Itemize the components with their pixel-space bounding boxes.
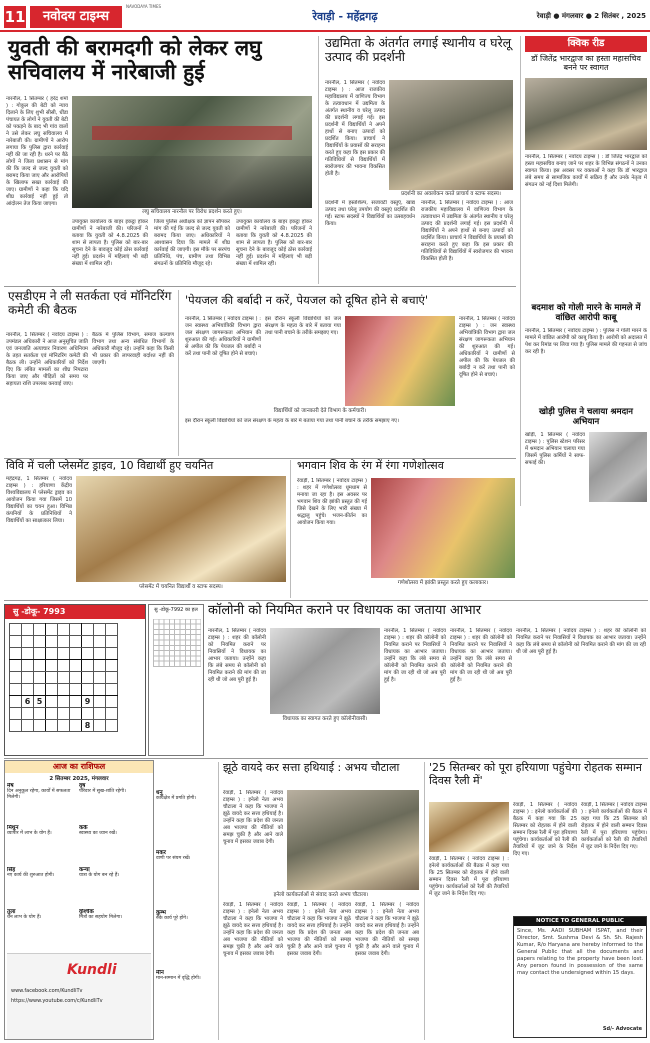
exhibit-body3: नारनौल, 1 सितम्बर ( नवोदय टाइम्स ) : आज राजकीय महाविद्यालय में वाणिज्य विभाग के तत्वावधान में उद्यमिता के अंतर्गत स्थानीय व घरेलू उत्पाद की प्रदर्शनी लगाई गई। इस प्रदर्शनी में विद्यार्थियों ने अपने हाथों से बनाए उत्पादों को प्रदर्शित किया। प्राचार्य ने विद्यार्थियों के प्रयासों की सराहना करते हुए कहा कि इस प्रकार की गतिविधियों से विद्यार्थियों में स्वरोजगार की भावना विकसित होती है। — [421, 200, 513, 262]
sudoku-cell — [58, 696, 70, 708]
sudoku-row — [10, 648, 118, 660]
horoscope-sign — [7, 867, 77, 893]
horoscope-sign — [79, 867, 149, 893]
horoscope-date: 2 सितम्बर 2025, मंगलवार — [49, 776, 109, 782]
lead-headline: युवती की बरामदगी को लेकर लघु सचिवालय में नारेबाजी हुई — [8, 36, 262, 85]
exhibit-photo — [389, 80, 513, 190]
exhibit-body: नारनौल, 1 सितम्बर ( नवोदय टाइम्स ) : आज राजकीय महाविद्यालय में वाणिज्य विभाग के तत्वावधान में उद्यमिता के अंतर्गत स्थानीय व घरेलू उत्पाद की प्रदर्शनी लगाई गई। इस प्रदर्शनी में विद्यार्थियों ने अपने हाथों से बनाए उत्पादों को प्रदर्शित किया। प्राचार्य ने विद्यार्थियों के प्रयासों की सराहना करते हुए कहा कि इस प्रकार की गतिविधियों से विद्यार्थियों में स्वरोजगार की भावना विकसित होती है। — [325, 80, 385, 177]
right-sub2-body: खोड़ी, 1 सितम्बर ( नवोदय टाइम्स ) : पुलिस स्टेशन परिसर में श्रमदान अभियान चलाया गया जिसमें पुलिस कर्मियों ने साफ-सफाई की। — [525, 432, 585, 466]
sudoku-cell — [34, 684, 46, 696]
water-body2: इस दौरान स्कूली विद्यार्थियों को जल संरक्षण के महत्व के बारे में बताया गया तथा पानी बचाने के तरीके समझाए गए। — [185, 418, 399, 424]
sudoku-cell — [34, 624, 46, 636]
sudoku-cell — [10, 720, 22, 732]
sudoku-row — [10, 624, 118, 636]
sudoku-cell — [46, 672, 58, 684]
right-sub-headline: बदमाश को गोली मारने के मामले में वांछित आरोपी काबू — [531, 303, 641, 323]
sudoku-cell — [46, 636, 58, 648]
sudoku-cell: 5 — [34, 696, 46, 708]
sudoku-cell — [70, 660, 82, 672]
horoscope-sign-text: मित्रों का सहयोग मिलेगा। — [79, 915, 123, 920]
sudoku-cell: 8 — [82, 720, 94, 732]
sdm-story — [4, 290, 174, 456]
placement-body: महेंद्रगढ़, 1 सितम्बर ( नवोदय टाइम्स ) : हरियाणा केंद्रीय विश्वविद्यालय में प्लेसमेंट ड्राइव का आयोजन किया गया जिसमें 10 विद्यार्थियों का चयन हुआ। विभिन्न कंपनियों के प्रतिनिधियों ने विद्यार्थियों का साक्षात्कार लिया। — [6, 476, 72, 524]
chautala-story — [218, 762, 420, 1040]
horoscope-sign-name: धनु — [156, 790, 163, 796]
placement-story — [4, 460, 288, 598]
notice-body: Since, Ms. AADI SUBHAM ISPAT, and their Director, Smt. Sushma Devi & Sh. Sh. Rajesh Kumar, R/o Haryana are hereby informed to the General Public that all the documents and papers relating to the property have been lost. Any person found in possession of the same may contact the undersigned within 15 days. — [517, 928, 643, 976]
masthead — [0, 0, 650, 34]
sudoku-cell — [70, 624, 82, 636]
horoscope-sign — [7, 825, 77, 851]
sudoku-grid — [9, 623, 118, 732]
lead-col3: जिला पुलिस अधीक्षक को ज्ञापन सौंपकर मांग की गई कि जल्द से जल्द युवती को बरामद किया जाए। अधिकारियों ने आश्वासन दिया कि मामले में शीघ्र कार्रवाई की जाएगी। इस मौके पर सरपंच प्रतिनिधि, पंच, ग्रामीण तथा विभिन्न संगठनों के प्रतिनिधि मौजूद रहे। — [154, 219, 230, 267]
placement-photo — [76, 476, 286, 582]
right-sub2-photo — [589, 432, 647, 502]
chautala-body3: रेवाड़ी, 1 सितम्बर ( नवोदय टाइम्स ) : इनेलो नेता अभय चौटाला ने कहा कि भाजपा ने झूठे वायदे कर सत्ता हथियाई है। उन्होंने कहा कि प्रदेश की जनता अब भाजपा की नीतियों को समझ चुकी है और आने वाले चुनाव में इसका जवाब देगी। — [287, 902, 351, 957]
horoscope-sign-name: मकर — [156, 850, 166, 856]
water-photo — [345, 316, 455, 406]
samman-headline: '25 सितम्बर को पूरा हरियाणा पहुंचेगा रोहतक सम्मान दिवस रैली में' — [429, 761, 642, 787]
chautala-body4: रेवाड़ी, 1 सितम्बर ( नवोदय टाइम्स ) : इनेलो नेता अभय चौटाला ने कहा कि भाजपा ने झूठे वायदे कर सत्ता हथियाई है। उन्होंने कहा कि प्रदेश की जनता अब भाजपा की नीतियों को समझ चुकी है और आने वाले चुनाव में इसका जवाब देगी। — [355, 902, 419, 957]
sudoku-cell — [106, 624, 118, 636]
sudoku-cell — [10, 672, 22, 684]
sudoku-cell — [46, 648, 58, 660]
sudoku-title: सु -डोकू- 7993 — [13, 607, 66, 616]
sudoku-cell — [106, 636, 118, 648]
horoscope-sign-text: कार्यक्षेत्र में प्रगति होगी। — [156, 796, 197, 801]
sudoku-cell — [82, 672, 94, 684]
lead-body: नारनौल, 1 सितम्बर ( हरेंद्र शर्मा ) : गोकुल की बेटी को न्याय दिलाने के लिए शुभी सीसी, धींडा पंचायत के लोगों ने युवती की बेटी को पकड़ने के बाद भी गांव वालों ने उसे लेकर लघु सचिवालय में नारेबाजी की। ग्रामीणों ने आरोप लगाया कि पुलिस द्वारा कार्रवाई नहीं की जा रही है। धरने पर बैठे लोगों ने जिला प्रशासन से मांग की कि जल्द से जल्द युवती को बरामद किया जाए और आरोपियों के खिलाफ सख्त कार्रवाई की जाए। ग्रामीणों ने कहा कि यदि शीघ्र कार्रवाई नहीं हुई तो आंदोलन तेज किया जाएगा। — [6, 96, 68, 207]
ganesh-story — [290, 460, 516, 598]
sudoku-cell — [10, 708, 22, 720]
page-number: 11 — [4, 8, 26, 26]
sudoku-cell — [70, 636, 82, 648]
sudoku-solution — [148, 604, 204, 756]
sudoku-cell — [94, 684, 106, 696]
sudoku-cell — [106, 720, 118, 732]
sudoku-cell — [94, 660, 106, 672]
sudoku-cell — [82, 624, 94, 636]
exhibit-headline: उद्यमिता के अंतर्गत लगाई स्थानीय व घरेलू उत्पाद की प्रदर्शनी — [325, 35, 512, 65]
sudoku-title-bar — [5, 605, 145, 619]
crowd-shape — [72, 156, 312, 208]
sudoku-cell — [94, 624, 106, 636]
ganesh-body: रेवाड़ी, 1 सितम्बर ( नवोदय टाइम्स ) : शहर में गणेशोत्सव धूमधाम से मनाया जा रहा है। इस अवसर पर भगवान शिव की झांकी प्रस्तुत की गई जिसे देखने के लिए भारी संख्या में श्रद्धालु पहुंचे। भजन-कीर्तन का आयोजन किया गया। — [297, 478, 367, 526]
divider-4 — [4, 758, 648, 759]
sudoku-cell — [34, 720, 46, 732]
sdm-headline: एसडीएम ने ली सतर्कता एवं मॉनिटरिंग कमेटी की बैठक — [8, 289, 172, 317]
sudoku-cell — [34, 708, 46, 720]
sudoku-cell — [106, 672, 118, 684]
ganesh-photo — [371, 478, 515, 578]
sudoku-cell — [82, 660, 94, 672]
colony-headline: कॉलोनी को नियमित कराने पर विधायक का जताया आभार — [208, 603, 482, 618]
sudoku-cell — [106, 708, 118, 720]
exhibit-body2: प्रदर्शनी में हस्तशिल्प, सजावटी वस्तुएं, खाद्य उत्पाद तथा घरेलू उपयोग की वस्तुएं प्रदर्शित की गईं। स्टाफ सदस्यों ने विद्यार्थियों का उत्साहवर्धन किया। — [325, 200, 415, 227]
horoscope-sign-name: वृश्चिक — [79, 909, 94, 915]
horoscope-sign — [79, 909, 149, 935]
sudoku-cell — [58, 624, 70, 636]
notice-box — [513, 916, 647, 1038]
sudoku-row — [10, 672, 118, 684]
sudoku-cell — [106, 696, 118, 708]
horoscope-sign — [7, 783, 77, 809]
horoscope-sign-name: वृष — [79, 783, 86, 789]
horoscope-sign-text: नए कार्य की शुरुआत होगी। — [7, 873, 55, 878]
sudoku-solution-title: सु -डोकू-7992 का हल — [154, 607, 198, 613]
kundli-fb: www.facebook.com/KundliTv — [11, 988, 83, 994]
notice-sign: Sd/- Advocate — [602, 1026, 642, 1032]
samman-body3: रेवाड़ी, 1 सितम्बर ( नवोदय टाइम्स ) : इनेलो कार्यकर्ताओं की बैठक में कहा गया कि 25 सितम्बर को रोहतक में होने वाली सम्मान दिवस रैली में पूरा हरियाणा पहुंचेगा। कार्यकर्ताओं को रैली की तैयारियों में जुट जाने के निर्देश दिए गए। — [429, 856, 509, 897]
horoscope-sign-name: मिथुन — [7, 825, 19, 831]
sudoku-cell — [70, 696, 82, 708]
horoscope-sign — [79, 783, 149, 809]
colony-body4: नारनौल, 1 सितम्बर ( नवोदय टाइम्स ) : शहर की कॉलोनी को नियमित कराने पर निवासियों ने विधायक का आभार जताया। उन्होंने कहा कि लंबे समय से कॉलोनी को नियमित कराने की मांग की जा रही थी जो अब पूरी हुई है। — [516, 628, 646, 655]
sudoku-cell — [70, 708, 82, 720]
sudoku-cell — [34, 672, 46, 684]
sudoku-cell — [34, 660, 46, 672]
sudoku-cell — [34, 636, 46, 648]
sudoku-cell — [70, 720, 82, 732]
quick-read-label: क्विक रीड — [567, 38, 605, 49]
sudoku-cell — [10, 696, 22, 708]
sudoku-cell — [22, 636, 34, 648]
horoscope-grid-2 — [156, 760, 216, 1040]
horoscope-sign-text: स्वास्थ्य का ध्यान रखें। — [79, 831, 117, 836]
horoscope-sign-name: सिंह — [7, 867, 16, 873]
sudoku-cell: 9 — [82, 696, 94, 708]
horoscope-sign-name: कुम्भ — [156, 910, 166, 916]
horoscope-grid — [7, 783, 151, 953]
colony-body3: नारनौल, 1 सितम्बर ( नवोदय टाइम्स ) : शहर की कॉलोनी को नियमित कराने पर निवासियों ने विधायक का आभार जताया। उन्होंने कहा कि लंबे समय से कॉलोनी को नियमित कराने की मांग की जा रही थी जो अब पूरी हुई है। — [450, 628, 512, 683]
sudoku-row — [10, 660, 118, 672]
exhibit-story — [318, 36, 516, 284]
sudoku-cell — [46, 660, 58, 672]
chautala-caption: इनेलो कार्यकर्ताओं से संवाद करते अभय चौटाला। — [273, 892, 369, 898]
colony-caption: विधायक का स्वागत करते हुए कॉलोनीवासी। — [282, 716, 368, 722]
sudoku-cell — [46, 684, 58, 696]
sudoku-cell — [106, 660, 118, 672]
dateline: रेवाड़ी ● मंगलवार ● 2 सितंबर , 2025 — [536, 12, 646, 20]
right-headline: डॉ जितेंद्र भारद्वाज का हस्ता महासचिव बनने पर स्वागत — [531, 54, 641, 73]
horoscope-sign-text: दिन अनुकूल रहेगा, कार्यों में सफलता मिलेगी। — [7, 789, 71, 800]
colony-body: नारनौल, 1 सितम्बर ( नवोदय टाइम्स ) : शहर की कॉलोनी को नियमित कराने पर निवासियों ने विधायक का आभार जताया। उन्होंने कहा कि लंबे समय से कॉलोनी को नियमित कराने की मांग की जा रही थी जो अब पूरी हुई है। — [208, 628, 266, 683]
water-body: नारनौल, 1 सितम्बर ( नवोदय टाइम्स ) : जन स्वास्थ्य अभियांत्रिकी विभाग द्वारा जल संरक्षण जागरूकता अभियान की शुरुआत की गई। अधिकारियों ने ग्रामीणों से अपील की कि पेयजल की बर्बादी न करें तथा पानी को दूषित होने से बचाएं। — [185, 316, 261, 357]
sudoku-row — [10, 636, 118, 648]
sudoku-cell — [94, 708, 106, 720]
divider-1 — [4, 286, 516, 287]
sudoku-row — [10, 696, 118, 708]
horoscope-sign — [156, 910, 214, 936]
horoscope-title: आज का राशिफल — [52, 762, 106, 771]
sudoku-cell — [10, 660, 22, 672]
notice-title: NOTICE TO GENERAL PUBLIC — [514, 917, 646, 926]
sudoku-cell — [82, 636, 94, 648]
sudoku-cell — [22, 660, 34, 672]
horoscope-sign-text: धन लाभ के योग हैं। — [7, 915, 42, 920]
samman-body: रेवाड़ी, 1 सितम्बर ( नवोदय टाइम्स ) : इनेलो कार्यकर्ताओं की बैठक में कहा गया कि 25 सितम्बर को रोहतक में होने वाली सम्मान दिवस रैली में पूरा हरियाणा पहुंचेगा। कार्यकर्ताओं को रैली की तैयारियों में जुट जाने के निर्देश दिए गए। — [513, 802, 577, 857]
sudoku-box — [4, 604, 146, 756]
sudoku-cell — [46, 708, 58, 720]
sudoku-cell — [58, 720, 70, 732]
colony-body2: नारनौल, 1 सितम्बर ( नवोदय टाइम्स ) : शहर की कॉलोनी को नियमित कराने पर निवासियों ने विधायक का आभार जताया। उन्होंने कहा कि लंबे समय से कॉलोनी को नियमित कराने की मांग की जा रही थी जो अब पूरी हुई है। — [384, 628, 446, 683]
lead-story — [4, 36, 314, 284]
sudoku-cell — [22, 672, 34, 684]
samman-story — [424, 762, 648, 1040]
sudoku-cell — [94, 648, 106, 660]
section-title: रेवाड़ी - महेंद्रगढ़ — [312, 10, 378, 23]
colony-story — [206, 604, 648, 756]
exhibit-caption: प्रदर्शनी का अवलोकन करते प्राचार्य व स्टाफ सदस्य। — [401, 191, 501, 197]
quick-read-kicker — [525, 36, 647, 52]
banner-shape — [92, 126, 292, 140]
divider-3 — [4, 600, 648, 601]
chautala-body: रेवाड़ी, 1 सितम्बर ( नवोदय टाइम्स ) : इनेलो नेता अभय चौटाला ने कहा कि भाजपा ने झूठे वायदे कर सत्ता हथियाई है। उन्होंने कहा कि प्रदेश की जनता अब भाजपा की नीतियों को समझ चुकी है और आने वाले चुनाव में इसका जवाब देगी। — [223, 790, 283, 845]
sudoku-cell — [58, 672, 70, 684]
horoscope-box — [4, 760, 154, 1040]
horoscope-sign — [156, 850, 214, 876]
logo-text: नवोदय टाइम्स — [42, 9, 110, 24]
colony-photo — [270, 628, 380, 714]
sudoku-cell — [58, 648, 70, 660]
sudoku-cell — [10, 624, 22, 636]
sudoku-cell — [10, 648, 22, 660]
sudoku-cell — [22, 684, 34, 696]
sudoku-cell — [70, 672, 82, 684]
horoscope-title-bar — [5, 761, 153, 773]
sudoku-cell — [70, 684, 82, 696]
water-body-b: इस दौरान स्कूली विद्यार्थियों को जल संरक्षण के महत्व के बारे में बताया गया तथा पानी बचाने के तरीके समझाए गए। — [265, 316, 341, 336]
logo — [30, 6, 122, 28]
lead-photo — [72, 96, 312, 208]
horoscope-sign-text: परिवार में सुख-शांति रहेगी। — [79, 789, 126, 794]
sudoku-cell — [34, 648, 46, 660]
horoscope-sign-text: मान-सम्मान में वृद्धि होगी। — [156, 976, 201, 981]
water-story — [178, 290, 516, 456]
lead-caption: लघु सचिवालय नारनौल पर विरोध प्रदर्शन करते हुए। — [142, 209, 242, 215]
chautala-photo — [287, 790, 419, 890]
right-sub2-headline: खोड़ी पुलिस ने चलाया श्रमदान अभियान — [538, 407, 634, 427]
horoscope-sign — [79, 825, 149, 851]
sudoku-cell — [94, 636, 106, 648]
horoscope-sign-text: व्यापार में लाभ के योग हैं। — [7, 831, 52, 836]
right-sub-body: नारनौल, 1 सितम्बर ( नवोदय टाइम्स ) : पुलिस ने गोली मारने के मामले में वांछित आरोपी को काबू किया है। आरोपी को अदालत में पेश कर रिमांड पर लिया गया है। पुलिस मामले की गहनता से जांच कर रही है। — [525, 328, 647, 355]
horoscope-sign-name: मेष — [7, 783, 14, 789]
sudoku-cell — [82, 708, 94, 720]
sudoku-cell — [58, 636, 70, 648]
sudoku-cell — [10, 684, 22, 696]
sdm-body2: बैठक में पुलिस विभाग, समाज कल्याण विभाग तथा अन्य संबंधित विभागों के अधिकारी मौजूद रहे। उन्होंने कहा कि किसी भी प्रकार की लापरवाही बर्दाश्त नहीं की जाएगी। — [92, 332, 174, 366]
logo-small: NAVODAYA TIMES — [126, 4, 162, 9]
lead-col4: उपायुक्त कार्यालय के बाहर इकट्ठा होकर ग्रामीणों ने नारेबाजी की। परिजनों ने बताया कि युवती को 4.8.2025 की शाम से लापता है। पुलिस को बार-बार सूचना देने के बावजूद कोई ठोस कार्रवाई नहीं हुई। प्रदर्शन में महिलाएं भी बड़ी संख्या में शामिल रहीं। — [236, 219, 312, 267]
placement-headline: विवि में चली प्लेसमेंट ड्राइव, 10 विद्यार्थी हुए चयनित — [6, 459, 214, 472]
sudoku-cell — [46, 624, 58, 636]
sudoku-cell — [46, 720, 58, 732]
masthead-rule — [0, 30, 650, 32]
water-caption: विद्यार्थियों को जानकारी देते विभाग के कर्मचारी। — [273, 408, 367, 414]
chautala-headline: झूठे वायदे कर सत्ता हथियाई : अभय चौटाला — [223, 761, 400, 774]
sudoku-cell — [70, 648, 82, 660]
sudoku-cell — [82, 648, 94, 660]
sudoku-cell — [58, 660, 70, 672]
sudoku-cell — [10, 636, 22, 648]
sudoku-solution-grid — [153, 619, 201, 667]
sudoku-cell — [58, 708, 70, 720]
sudoku-cell — [94, 672, 106, 684]
samman-body2: रेवाड़ी, 1 सितम्बर ( नवोदय टाइम्स ) : इनेलो कार्यकर्ताओं की बैठक में कहा गया कि 25 सितम्बर को रोहतक में होने वाली सम्मान दिवस रैली में पूरा हरियाणा पहुंचेगा। कार्यकर्ताओं को रैली की तैयारियों में जुट जाने के निर्देश दिए गए। — [581, 802, 647, 850]
water-body-c: नारनौल, 1 सितम्बर ( नवोदय टाइम्स ) : जन स्वास्थ्य अभियांत्रिकी विभाग द्वारा जल संरक्षण जागरूकता अभियान की शुरुआत की गई। अधिकारियों ने ग्रामीणों से अपील की कि पेयजल की बर्बादी न करें तथा पानी को दूषित होने से बचाएं। — [459, 316, 515, 378]
sudoku-row — [10, 684, 118, 696]
lead-col2: उपायुक्त कार्यालय के बाहर इकट्ठा होकर ग्रामीणों ने नारेबाजी की। परिजनों ने बताया कि युवती को 4.8.2025 की शाम से लापता है। पुलिस को बार-बार सूचना देने के बावजूद कोई ठोस कार्रवाई नहीं हुई। प्रदर्शन में महिलाएं भी बड़ी संख्या में शामिल रहीं। — [72, 219, 148, 267]
sudoku-cell — [106, 648, 118, 660]
horoscope-sign-text: रुके कार्य पूरे होंगे। — [156, 916, 188, 921]
water-headline: 'पेयजल की बर्बादी न करें, पेयजल को दूषित होने से बचाएं' — [185, 293, 429, 307]
sudoku-cell — [94, 720, 106, 732]
sudoku-cell — [22, 648, 34, 660]
sudoku-cell — [82, 684, 94, 696]
horoscope-sign — [7, 909, 77, 935]
horoscope-sign-text: यात्रा के योग बन रहे हैं। — [79, 873, 120, 878]
kundli-yt: https://www.youtube.com/c/KundliTv — [11, 998, 103, 1004]
sudoku-cell: 6 — [22, 696, 34, 708]
horoscope-sign-name: मीन — [156, 970, 164, 976]
sudoku-row — [10, 720, 118, 732]
chautala-body2: रेवाड़ी, 1 सितम्बर ( नवोदय टाइम्स ) : इनेलो नेता अभय चौटाला ने कहा कि भाजपा ने झूठे वायदे कर सत्ता हथियाई है। उन्होंने कहा कि प्रदेश की जनता अब भाजपा की नीतियों को समझ चुकी है और आने वाले चुनाव में इसका जवाब देगी। — [223, 902, 283, 957]
kundli-brand: Kundli — [67, 962, 117, 978]
right-photo — [525, 78, 647, 150]
sudoku-cell — [58, 684, 70, 696]
sdm-body: नारनौल, 1 सितम्बर ( नवोदय टाइम्स ) : उपमंडल अधिकारी ने आज अनुसूचित जाति एवं जनजाति अत्याचार निवारण अधिनियम के तहत सतर्कता एवं मॉनिटरिंग कमेटी की बैठक ली। उन्होंने अधिकारियों को निर्देश दिए कि लंबित मामलों का शीघ्र निपटारा किया जाए और पीड़ितों को समय पर सहायता राशि उपलब्ध करवाई जाए। — [6, 332, 88, 387]
ganesh-caption: गणेशोत्सव में झांकी प्रस्तुत करते हुए कलाकार। — [397, 580, 489, 586]
placement-caption: प्लेसमेंट में चयनित विद्यार्थी व स्टाफ सदस्य। — [139, 584, 223, 590]
sudoku-cell — [94, 696, 106, 708]
horoscope-sign — [156, 790, 214, 816]
right-body: नारनौल, 1 सितम्बर ( नवोदय टाइम्स ) : डॉ जितेंद्र भारद्वाज को हस्ता महासचिव बनाए जाने पर शहर के विभिन्न संगठनों ने उनका स्वागत किया। इस अवसर पर वक्ताओं ने कहा कि डॉ भारद्वाज लंबे समय से सामाजिक कार्यों में सक्रिय हैं और उनके नेतृत्व में संगठन को नई दिशा मिलेगी। — [525, 154, 647, 188]
horoscope-sign-name: तुला — [7, 909, 16, 915]
horoscope-sign — [156, 970, 214, 996]
samman-photo — [429, 802, 509, 852]
horoscope-sign-text: वाणी पर संयम रखें। — [156, 856, 191, 861]
sudoku-cell — [46, 696, 58, 708]
horoscope-sign-name: कर्क — [79, 825, 88, 831]
horoscope-sign-name: कन्या — [79, 867, 90, 873]
sudoku-cell — [22, 720, 34, 732]
sudoku-row — [10, 708, 118, 720]
sudoku-cell — [22, 624, 34, 636]
sudoku-cell — [106, 684, 118, 696]
kundli-ad — [7, 953, 151, 1039]
ganesh-headline: भगवान शिव के रंग में रंगा गणेशोत्सव — [297, 459, 444, 472]
right-column — [520, 36, 648, 506]
sudoku-cell — [22, 708, 34, 720]
